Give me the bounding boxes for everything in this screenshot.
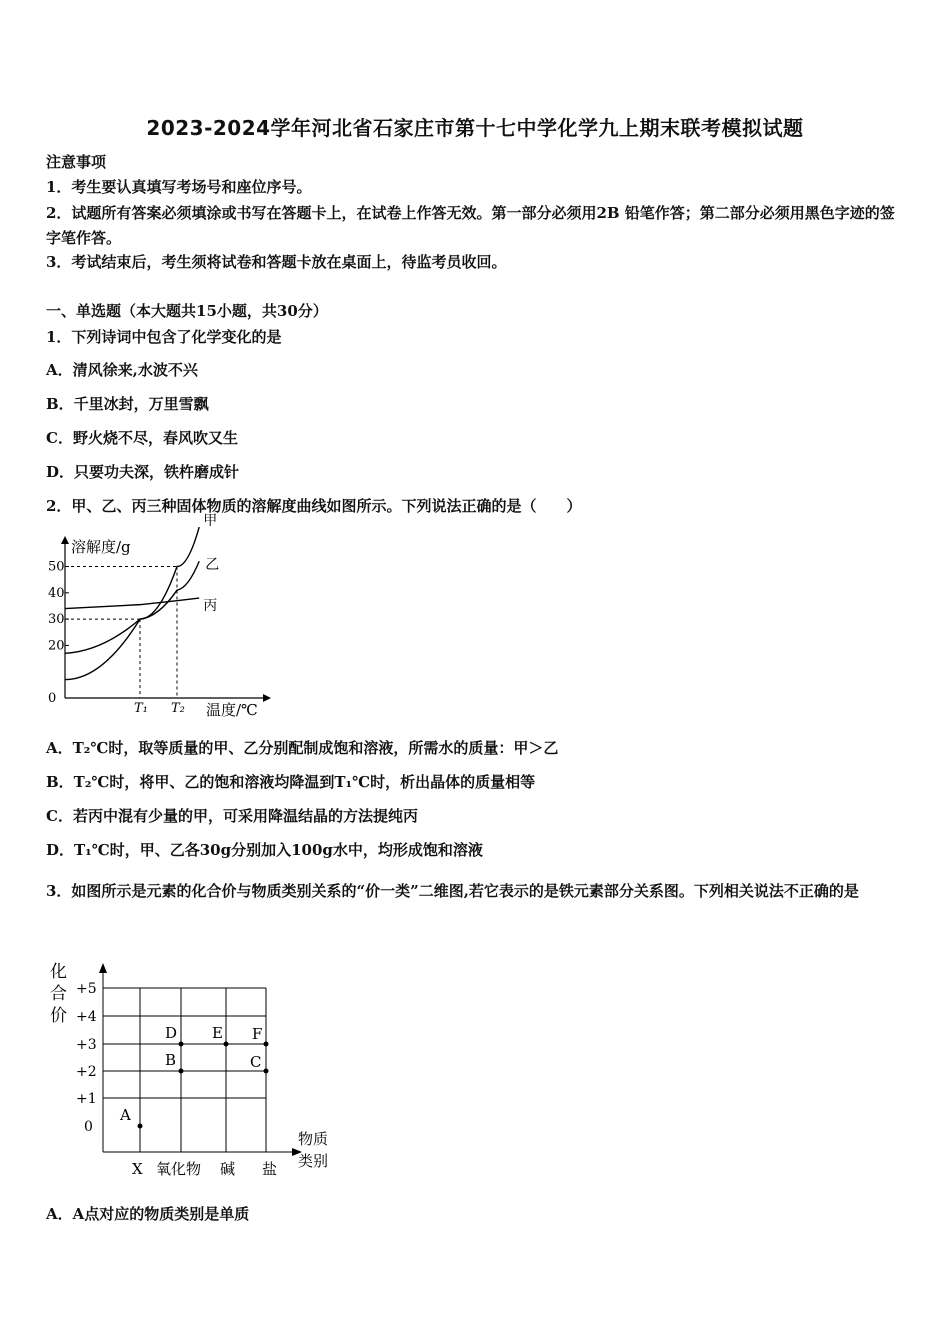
y-tick-label: 0 — [48, 691, 57, 706]
q3-option-a: A．A点对应的物质类别是单质 — [46, 1205, 250, 1223]
fig3-y-label-char: 化 — [50, 962, 67, 982]
fig3-point — [264, 1042, 269, 1047]
notice-heading: 注意事项 — [46, 153, 107, 171]
fig3-point-label: C — [250, 1053, 262, 1071]
q1-option-c: C．野火烧不尽，春风吹又生 — [46, 429, 238, 447]
fig3-point — [224, 1042, 229, 1047]
fig3-x-tick: 盐 — [262, 1160, 278, 1178]
q2-option-d: D．T₁℃时，甲、乙各30g分别加入100g水中，均形成饱和溶液 — [46, 841, 483, 859]
fig3-point-label: B — [165, 1051, 177, 1069]
fig3-x-tick: 碱 — [220, 1160, 236, 1178]
notice-item-3: 3．考试结束后，考生须将试卷和答题卡放在桌面上，待监考员收回。 — [46, 253, 507, 271]
x-tick-label: T₂ — [171, 701, 185, 716]
fig3-y-label-char: 合 — [50, 984, 67, 1004]
fig3-y-arrow — [99, 963, 107, 973]
fig3-x-label: 类别 — [298, 1152, 329, 1170]
section-heading: 一、单选题（本大题共15小题，共30分） — [46, 302, 328, 320]
q2-option-b: B．T₂℃时，将甲、乙的饱和溶液均降温到T₁℃时，析出晶体的质量相等 — [46, 773, 536, 791]
fig3-point-label: E — [212, 1024, 223, 1042]
x-tick-label: T₁ — [134, 701, 148, 716]
fig3-x-tick: 氧化物 — [156, 1160, 202, 1178]
notice-item-2: 2．试题所有答案必须填涂或书写在答题卡上，在试卷上作答无效。第一部分必须用2B 铅笔作答；第二部分必须用黑色字迹的签字笔作答。 — [46, 204, 895, 247]
fig3-point — [138, 1124, 143, 1129]
fig3-point-label: D — [165, 1024, 178, 1042]
q2-option-c: C．若丙中混有少量的甲，可采用降温结晶的方法提纯丙 — [46, 807, 418, 825]
valence-class-diagram — [40, 955, 350, 1180]
y-axis-label: 溶解度/g — [71, 538, 131, 556]
notice-item-1: 1．考生要认真填写考场号和座位序号。 — [46, 178, 312, 196]
fig3-y-tick: +3 — [76, 1037, 97, 1053]
fig3-x-tick: X — [132, 1160, 143, 1178]
fig3-y-tick: +4 — [76, 1009, 97, 1025]
q1-option-d: D．只要功夫深，铁杵磨成针 — [46, 463, 240, 481]
fig3-y-label-char: 价 — [50, 1006, 67, 1026]
solubility-chart — [40, 513, 280, 726]
series-line-丙 — [65, 598, 199, 609]
q1-stem: 1．下列诗词中包含了化学变化的是 — [46, 328, 282, 346]
fig3-x-label: 物质 — [298, 1130, 329, 1148]
y-tick-label: 50 — [48, 559, 65, 575]
q1-option-b: B．千里冰封，万里雪飘 — [46, 395, 209, 413]
fig3-point — [179, 1069, 184, 1074]
y-tick-label: 20 — [48, 638, 65, 654]
fig3-point-label: A — [120, 1106, 131, 1124]
q2-stem: 2．甲、乙、丙三种固体物质的溶解度曲线如图所示。下列说法正确的是（ ） — [46, 497, 582, 515]
fig3-point — [264, 1069, 269, 1074]
x-axis-arrow — [263, 694, 271, 702]
series-label: 丙 — [203, 598, 218, 615]
fig3-y-tick: +2 — [76, 1064, 97, 1080]
x-axis-label: 温度/℃ — [206, 701, 258, 719]
series-label: 甲 — [203, 513, 218, 530]
fig3-point — [179, 1042, 184, 1047]
q3-stem: 3．如图所示是元素的化合价与物质类别关系的“价一类”二维图,若它表示的是铁元素部分关系图。下列相关说法不正确的是 — [46, 882, 859, 900]
y-axis-arrow — [61, 536, 69, 544]
q2-option-a: A．T₂℃时，取等质量的甲、乙分别配制成饱和溶液，所需水的质量：甲＞乙 — [46, 739, 559, 757]
y-tick-label: 30 — [48, 612, 65, 628]
fig3-y-tick: +5 — [76, 981, 97, 997]
series-label: 乙 — [205, 557, 220, 574]
page-title: 2023-2024学年河北省石家庄市第十七中学化学九上期末联考模拟试题 — [146, 116, 804, 140]
y-tick-label: 40 — [48, 585, 65, 601]
q1-option-a: A．清风徐来,水波不兴 — [46, 361, 198, 379]
fig3-y-tick: +1 — [76, 1091, 97, 1107]
fig3-point-label: F — [252, 1025, 263, 1043]
fig3-y-tick: 0 — [84, 1119, 93, 1135]
